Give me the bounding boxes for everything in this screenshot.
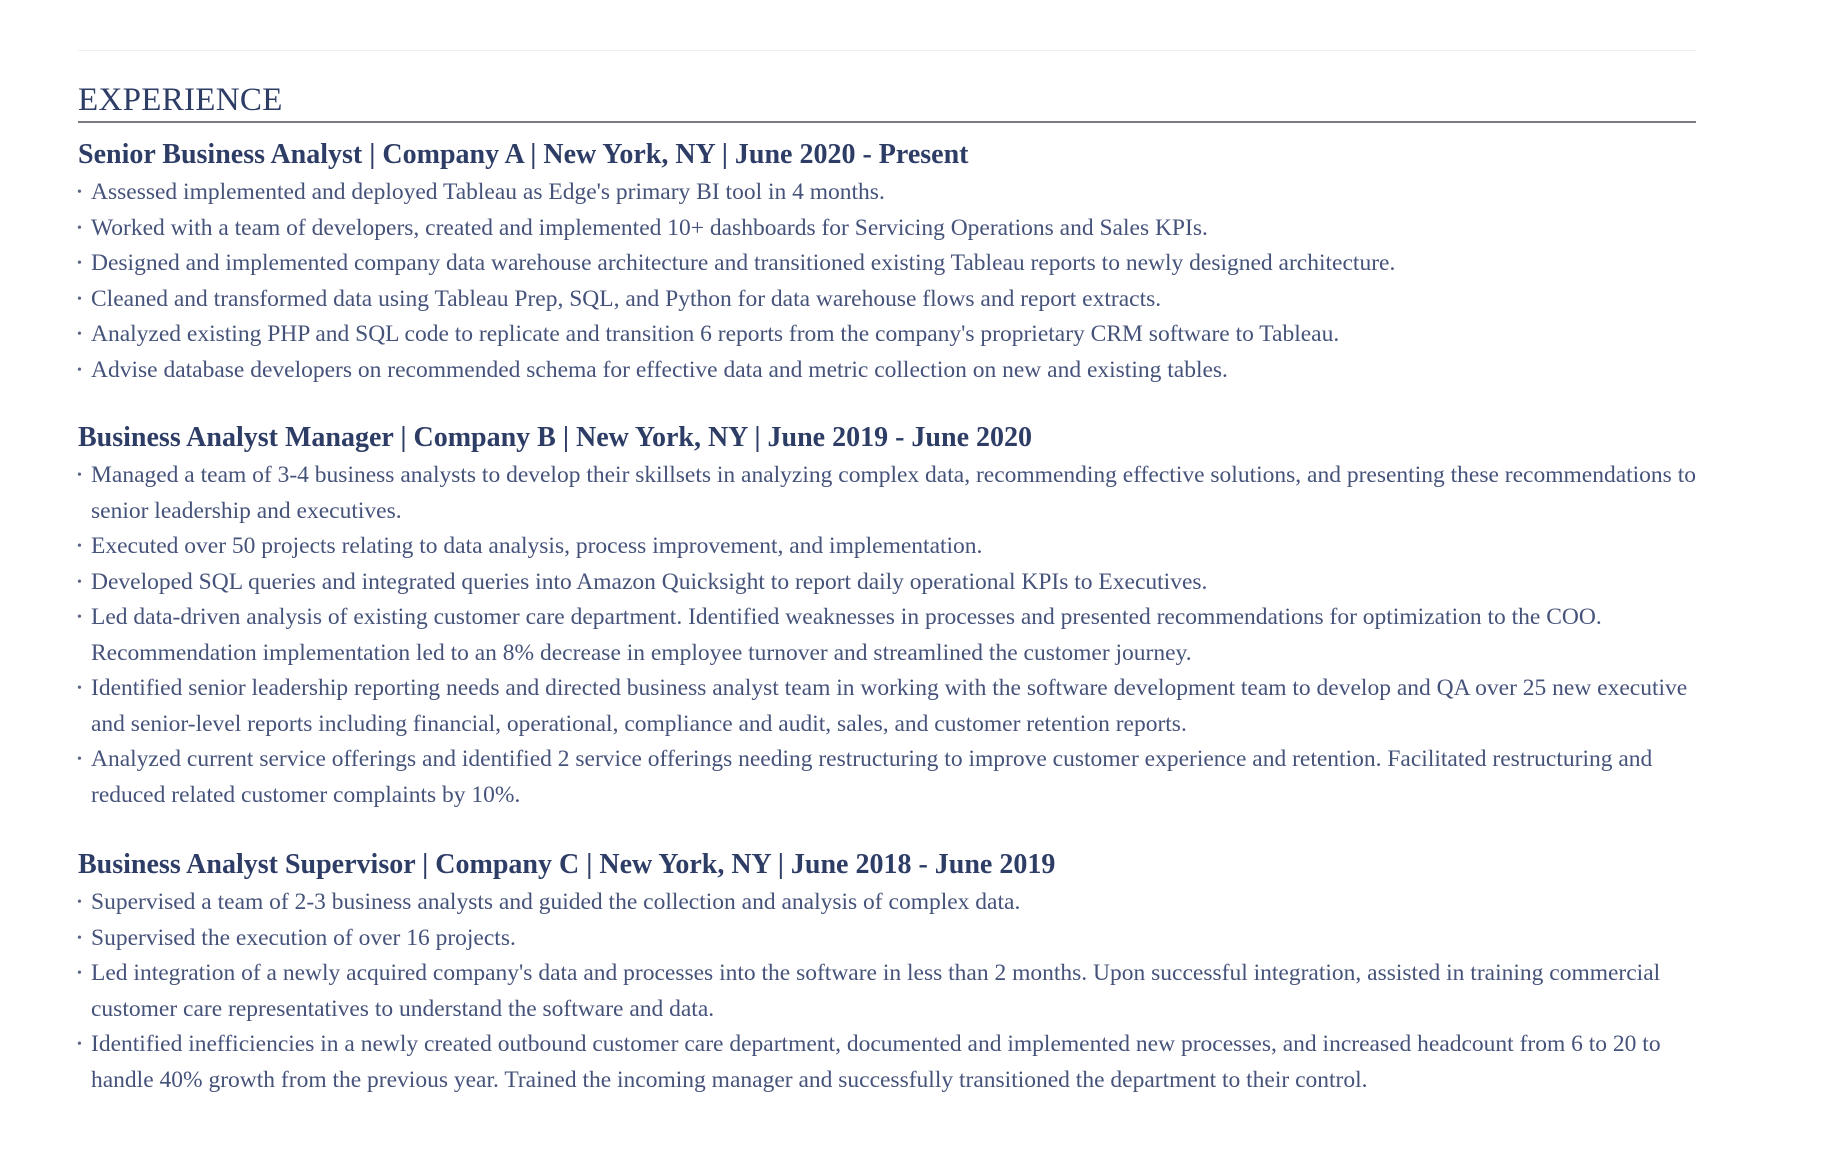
job-heading: Business Analyst Manager | Company B | New York, NY | June 2019 - June 2020	[78, 422, 1032, 453]
job-heading: Business Analyst Supervisor | Company C | New York, NY | June 2018 - June 2019	[78, 849, 1056, 880]
job-bullet: • Worked with a team of developers, created and implemented 10+ dashboards for Servicing Operations and Sales KPIs.	[78, 211, 1696, 247]
job-bullet: • Analyzed existing PHP and SQL code to replicate and transition 6 reports from the company's proprietary CRM software to Tableau.	[78, 317, 1696, 353]
job-bullet: • Analyzed current service offerings and identified 2 service offerings needing restructuring to improve customer experience and retention. Facilitated restructuring and reduced related customer complaints by 10%.	[78, 742, 1696, 813]
job-heading: Senior Business Analyst | Company A | New York, NY | June 2020 - Present	[78, 139, 969, 170]
job-bullet-list	[78, 885, 1696, 1098]
job-bullet: • Assessed implemented and deployed Tableau as Edge's primary BI tool in 4 months.	[78, 175, 1696, 211]
job-bullet-list	[78, 458, 1696, 813]
job-bullet: • Supervised the execution of over 16 projects.	[78, 921, 1696, 957]
job-bullet: • Led data-driven analysis of existing customer care department. Identified weaknesses in processes and presented recommendations for optimization to the COO. Recommendation implementation led to an 8% decrease in employee turnover and streamlined the customer journey.	[78, 600, 1696, 671]
job-bullet: • Developed SQL queries and integrated queries into Amazon Quicksight to report daily operational KPIs to Executives.	[78, 565, 1696, 601]
job-entry	[78, 135, 1696, 388]
section-divider	[78, 121, 1696, 123]
job-bullet: • Managed a team of 3-4 business analysts to develop their skillsets in analyzing complex data, recommending effective solutions, and presenting these recommendations to senior leadership and executives.	[78, 458, 1696, 529]
section-title-experience: EXPERIENCE	[78, 82, 283, 118]
job-bullet: • Executed over 50 projects relating to data analysis, process improvement, and implementation.	[78, 529, 1696, 565]
job-bullet: • Led integration of a newly acquired company's data and processes into the software in less than 2 months. Upon successful integration, assisted in training commercial customer care representatives to understand the software and data.	[78, 956, 1696, 1027]
job-bullet-list	[78, 175, 1696, 388]
job-bullet: • Designed and implemented company data warehouse architecture and transitioned existing Tableau reports to newly designed architecture.	[78, 246, 1696, 282]
job-bullet: • Identified inefficiencies in a newly created outbound customer care department, documented and implemented new processes, and increased headcount from 6 to 20 to handle 40% growth from the previous year. Trained the incoming manager and successfully transitioned the department to their control.	[78, 1027, 1696, 1098]
top-divider	[78, 50, 1696, 51]
job-entry	[78, 418, 1696, 813]
job-bullet: • Advise database developers on recommended schema for effective data and metric collection on new and existing tables.	[78, 353, 1696, 389]
job-entry	[78, 845, 1696, 1098]
job-bullet: • Cleaned and transformed data using Tableau Prep, SQL, and Python for data warehouse flows and report extracts.	[78, 282, 1696, 318]
job-bullet: • Supervised a team of 2-3 business analysts and guided the collection and analysis of complex data.	[78, 885, 1696, 921]
job-bullet: • Identified senior leadership reporting needs and directed business analyst team in working with the software development team to develop and QA over 25 new executive and senior-level reports including financial, operational, compliance and audit, sales, and customer retention reports.	[78, 671, 1696, 742]
